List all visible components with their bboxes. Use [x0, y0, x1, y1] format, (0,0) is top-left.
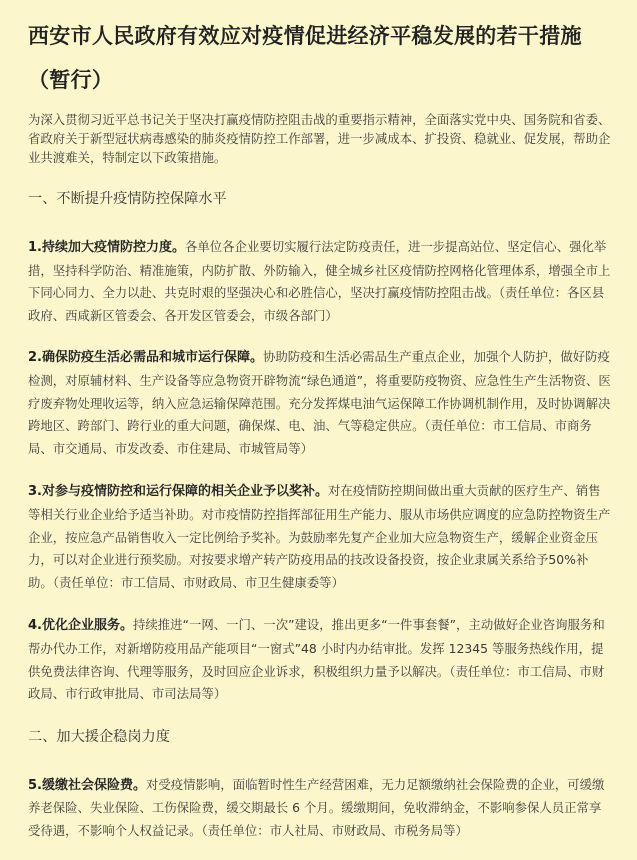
measure-item-3 [28, 480, 611, 594]
measure-2-body: 协助防疫和生活必需品生产重点企业，加强个人防护，做好防疫检测，对原辅材料、生产设备等应急物资开辟物流“绿色通道”，将重要防疫物资、应急性生产生活物资、医疗废弃物处理收运等，纳入应急运输保障范围。充分发挥煤电油气运保障工作协调机制作用，及时协调解决跨地区、跨部门、跨行业的重大问题，确保煤、电、油、气等稳定供应。（责任单位：市工信局、市商务局、市交通局、市发改委、市住建局、市城管局等） [28, 349, 611, 456]
section-heading-1: 一、不断提升疫情防控保障水平 [28, 191, 227, 207]
measure-4-lead: 4.优化企业服务。 [28, 618, 133, 634]
measure-2-lead: 2.确保防疫生活必需品和城市运行保障。 [28, 350, 263, 366]
measure-item-5 [28, 774, 611, 843]
measure-item-2 [28, 346, 611, 460]
document-title: 西安市人民政府有效应对疫情促进经济平稳发展的若干措施（暂行） [28, 24, 582, 92]
measure-1-lead: 1.持续加大疫情防控力度。 [28, 240, 185, 255]
measure-3-body: 对在疫情防控期间做出重大贡献的医疗生产、销售等相关行业企业给予适当补助。对市疫情防控指挥部征用生产能力、服从市场供应调度的应急防控物资生产企业，按应急产品销售收入一定比例给予奖补。为鼓励率先复产企业加大应急物资生产，缓解企业资金压力，可以对企业进行预奖励。对按要求增产转产防疫用品的技改设备投资，按企业隶属关系给予50%补助。（责任单位：市工信局、市财政局、市卫生健康委等） [28, 483, 611, 590]
section-heading-2: 二、加大援企稳岗力度 [28, 728, 170, 745]
measure-5-lead: 5.缓缴社会保险费。 [28, 777, 146, 793]
measure-5-body: 对受疫情影响，面临暂时性生产经营困难，无力足额缴纳社会保险费的企业，可缓缴养老保险、失业保险、工伤保险费，缓交期最长 6 个月。缓缴期间，免收滞纳金，不影响参保人员正常享受待遇，不影响个人权益记录。（责任单位：市人社局、市财政局、市税务局等） [28, 776, 605, 838]
measure-3-lead: 3.对参与疫情防控和运行保障的相关企业予以奖补。 [28, 484, 328, 500]
measure-1-body: 各单位各企业要切实履行法定防疫责任，进一步提高站位、坚定信心、强化举措，坚持科学防治、精准施策，内防扩散、外防输入，健全城乡社区疫情防控网格化管理体系，增强全市上下同心同力、全力以赴、共克时艰的坚强决心和必胜信心，坚决打赢疫情防控阻击战。（责任单位：各区县政府、西咸新区管委会、各开发区管委会，市级各部门） [28, 239, 611, 323]
measure-item-4 [28, 614, 611, 705]
measure-4-body: 持续推进“一网、一门、一次”建设，推出更多“一件事套餐”，主动做好企业咨询服务和帮办代办工作，对新增防疫用品产能项目“一窗式”48 小时内办结审批。发挥 12345 等服务热线作用，提供免费法律咨询、代理等服务，及时回应企业诉求，积极组织力量予以解决。（责任单位：市工信局、市财政局、市行政审批局、市司法局等） [28, 617, 605, 702]
measure-item-1 [28, 236, 611, 327]
intro-paragraph: 为深入贯彻习近平总书记关于坚决打赢疫情防控阻击战的重要指示精神，全面落实党中央、国务院和省委、省政府关于新型冠状病毒感染的肺炎疫情防控工作部署，进一步减成本、扩投资、稳就业、促发展，帮助企业共渡难关，特制定以下政策措施。 [28, 112, 611, 165]
